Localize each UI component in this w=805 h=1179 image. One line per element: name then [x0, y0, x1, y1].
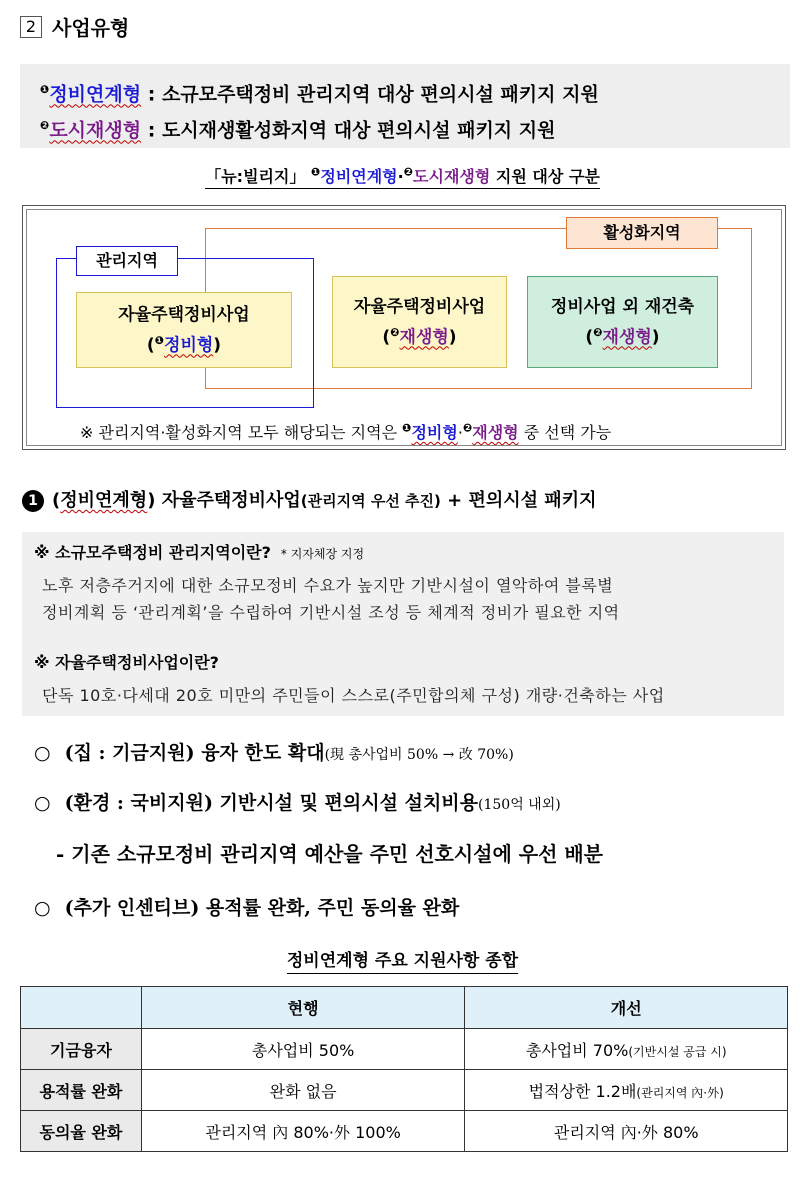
bullet-small: (現 총사업비 50% → 改 70%): [324, 747, 514, 763]
section-number: 2: [20, 16, 42, 38]
type-desc: 도시재생활성화지역 대상 편의시설 패키지 지원: [161, 119, 556, 142]
box-line1: 정비사업 외 재건축: [550, 296, 695, 317]
type-name: 정비연계형: [60, 490, 148, 511]
type-name: 재생형: [399, 327, 449, 348]
definition-a2: 단독 10호·다세대 20호 미만의 주민들이 스스로(주민합의체 구성) 개량·건축하는 사업: [42, 686, 665, 705]
circle-bullet-icon: ○: [34, 897, 51, 919]
table-row: [21, 1029, 788, 1070]
q1-note: * 지자체장 지정: [280, 547, 365, 561]
support-table: [20, 986, 788, 1152]
row-label: 용적률 완화: [21, 1070, 142, 1111]
type-desc: 소규모주택정비 관리지역 대상 편의시설 패키지 지원: [161, 83, 599, 106]
cell-current: 완화 없음: [141, 1070, 465, 1111]
improved-note: (기반시설 공급 시): [628, 1044, 727, 1059]
paren: ): [448, 327, 457, 348]
circle-number-icon: ❷: [403, 165, 414, 179]
circle-bullet-icon: ○: [34, 792, 51, 814]
table-header-current: 현행: [141, 987, 465, 1029]
bullet-text: (집 : 기금지원) 융자 한도 확대: [64, 742, 325, 764]
box-line2: [528, 320, 717, 351]
a1-line2: 정비계획 등 ‘관리계획’을 수립하여 기반시설 조성 등 체계적 정비가 필요한 지역: [42, 603, 620, 622]
section-title: [20, 12, 129, 41]
table-title-text: 정비연계형 주요 지원사항 종합: [287, 951, 518, 974]
type-name: 정비형: [411, 423, 458, 442]
note-a: ※ 관리지역·활성화지역 모두 해당되는 지역은: [80, 423, 403, 442]
heading-paren: (관리지역 우선 추진): [300, 492, 441, 510]
paren: ): [147, 490, 156, 511]
diagram-box-2: [332, 276, 507, 368]
circle-number-icon: ❷: [593, 325, 603, 339]
box-line1: 자율주택정비사업: [118, 304, 250, 325]
table-row: [21, 1070, 788, 1111]
separator: :: [141, 83, 162, 106]
definition-q1: [34, 540, 364, 563]
diagram-note: [80, 420, 611, 443]
q1-text: ※ 소규모주택정비 관리지역이란?: [34, 543, 271, 562]
paren: (: [146, 335, 155, 356]
section-title-text: 사업유형: [52, 16, 130, 40]
separator: ·: [397, 167, 404, 186]
bullet-item: [34, 788, 561, 815]
cell-current: 관리지역 內 80%·外 100%: [141, 1111, 465, 1152]
type-name: 도시재생형: [49, 119, 142, 142]
circle-number-icon: ❶: [154, 333, 165, 347]
row-label: 동의율 완화: [21, 1111, 142, 1152]
improved-note: (관리지역 內·外): [636, 1085, 724, 1100]
box-line1: 자율주택정비사업: [353, 296, 486, 317]
cell-current: 총사업비 50%: [141, 1029, 465, 1070]
a1-line1: 노후 저층주거지에 대한 소규모정비 수요가 높지만 기반시설이 열악하여 블록별: [42, 576, 614, 595]
summary-line-1: [40, 74, 790, 110]
type-name: 재생형: [602, 327, 652, 348]
summary-line-2: [40, 110, 790, 146]
definition-q2: ※ 자율주택정비사업이란?: [34, 653, 219, 672]
circle-number-icon: ❶: [402, 421, 412, 435]
paren: (: [52, 490, 61, 511]
separator: ·: [457, 423, 463, 442]
type-name: 정비연계형: [320, 167, 398, 186]
circle-number-icon: ❶: [40, 83, 50, 96]
summary-box: [20, 64, 790, 148]
type-name: 정비연계형: [49, 83, 142, 106]
diagram-title-b: 지원 대상 구분: [490, 167, 600, 186]
paren: (: [382, 327, 391, 348]
diagram-box-1: [76, 292, 292, 368]
bullet-text: - 기존 소규모정비 관리지역 예산을 주민 선호시설에 우선 배분: [56, 842, 604, 866]
bullet-subitem: [56, 838, 603, 867]
note-b: 중 선택 가능: [518, 423, 612, 442]
circle-bullet-icon: ○: [34, 742, 51, 764]
table-header-row: [21, 987, 788, 1029]
cell-improved: [465, 1111, 788, 1152]
heading-rest: 자율주택정비사업: [155, 490, 301, 511]
circle-number-icon: ❶: [311, 165, 321, 179]
table-title: [0, 946, 805, 971]
circle-number-icon: ❷: [390, 325, 400, 339]
heading-1: [22, 486, 596, 512]
box-line2: [77, 328, 291, 359]
bullet-item: [34, 738, 514, 765]
table-header-empty: [21, 987, 142, 1029]
bullet-small: (150억 내외): [478, 797, 561, 813]
bullet-text: (환경 : 국비지원) 기반시설 및 편의시설 설치비용: [64, 792, 479, 814]
type-name: 정비형: [164, 335, 214, 356]
filled-circle-number-icon: 1: [22, 490, 44, 512]
improved-text: 법적상한 1.2배: [528, 1081, 637, 1101]
paren: (: [585, 327, 594, 348]
circle-number-icon: ❷: [462, 421, 473, 435]
separator: :: [141, 119, 162, 142]
table-row: [21, 1111, 788, 1152]
type-name: 도시재생형: [413, 167, 491, 186]
improved-text: 관리지역 內·外 80%: [553, 1122, 699, 1142]
row-label: 기금융자: [21, 1029, 142, 1070]
circle-number-icon: ❷: [40, 119, 50, 133]
zone-manage-label: 관리지역: [76, 246, 178, 276]
diagram-title: [0, 164, 805, 187]
heading-tail: + 편의시설 패키지: [440, 490, 597, 511]
definition-a1: [42, 572, 620, 626]
improved-text: 총사업비 70%: [525, 1040, 629, 1060]
bullet-text: (추가 인센티브) 용적률 완화, 주민 동의율 완화: [64, 897, 460, 919]
bullet-item: [34, 893, 459, 920]
box-line2: [333, 320, 506, 351]
diagram-title-a: 「뉴:빌리지」: [205, 167, 306, 186]
cell-improved: [465, 1070, 788, 1111]
cell-improved: [465, 1029, 788, 1070]
paren: ): [213, 335, 222, 356]
zone-active-label: 활성화지역: [566, 217, 718, 249]
paren: ): [651, 327, 660, 348]
table-header-improved: 개선: [465, 987, 788, 1029]
diagram-box-3: [527, 276, 718, 368]
type-name: 재생형: [472, 423, 519, 442]
